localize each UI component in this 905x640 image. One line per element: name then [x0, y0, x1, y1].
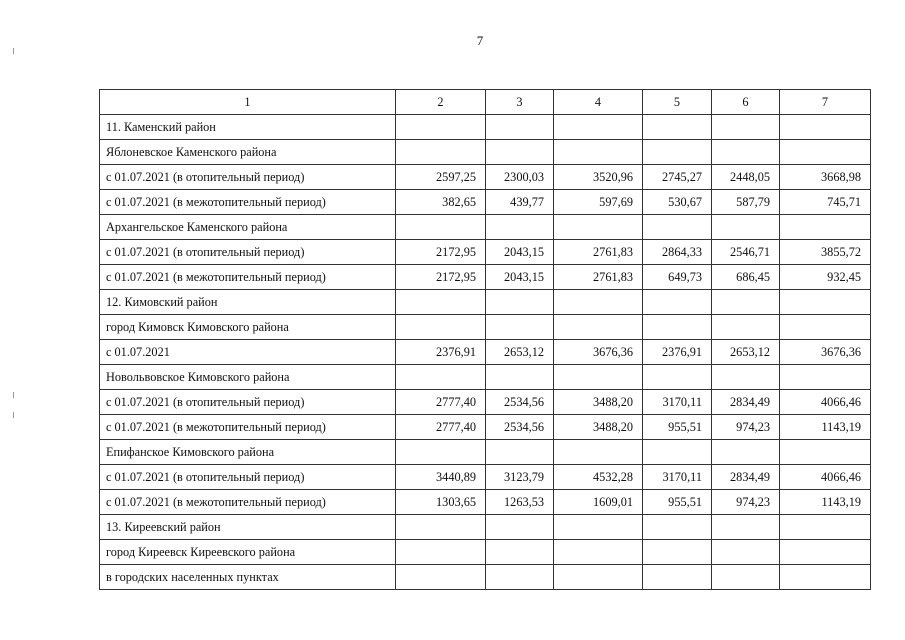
value-cell	[643, 440, 712, 465]
value-cell	[554, 315, 643, 340]
value-cell	[554, 565, 643, 590]
value-cell	[396, 440, 486, 465]
value-cell	[486, 215, 554, 240]
value-cell	[396, 365, 486, 390]
value-cell: 439,77	[486, 190, 554, 215]
table-row	[100, 290, 871, 315]
table-row	[100, 465, 871, 490]
value-cell	[554, 115, 643, 140]
column-header: 7	[780, 90, 871, 115]
row-label-cell: город Кимовск Кимовского района	[100, 315, 396, 340]
value-cell	[780, 290, 871, 315]
value-cell: 2172,95	[396, 265, 486, 290]
value-cell	[643, 540, 712, 565]
value-cell: 1143,19	[780, 415, 871, 440]
value-cell	[780, 540, 871, 565]
value-cell: 3123,79	[486, 465, 554, 490]
column-header: 3	[486, 90, 554, 115]
value-cell: 1263,53	[486, 490, 554, 515]
value-cell	[780, 515, 871, 540]
value-cell	[486, 565, 554, 590]
value-cell: 597,69	[554, 190, 643, 215]
value-cell	[396, 115, 486, 140]
value-cell	[396, 515, 486, 540]
value-cell	[554, 365, 643, 390]
value-cell: 649,73	[643, 265, 712, 290]
value-cell: 3488,20	[554, 415, 643, 440]
table-row	[100, 115, 871, 140]
value-cell	[643, 565, 712, 590]
value-cell	[643, 140, 712, 165]
value-cell	[554, 290, 643, 315]
value-cell: 2777,40	[396, 415, 486, 440]
value-cell	[486, 315, 554, 340]
value-cell: 4066,46	[780, 465, 871, 490]
value-cell: 587,79	[712, 190, 780, 215]
value-cell	[486, 540, 554, 565]
value-cell	[712, 290, 780, 315]
value-cell: 4066,46	[780, 390, 871, 415]
value-cell	[396, 215, 486, 240]
value-cell: 1303,65	[396, 490, 486, 515]
value-cell: 3170,11	[643, 390, 712, 415]
value-cell: 2834,49	[712, 390, 780, 415]
value-cell: 2376,91	[396, 340, 486, 365]
value-cell	[554, 515, 643, 540]
value-cell: 2043,15	[486, 240, 554, 265]
row-label-cell: 12. Кимовский район	[100, 290, 396, 315]
row-label-cell: 13. Киреевский район	[100, 515, 396, 540]
table-row	[100, 440, 871, 465]
value-cell	[712, 140, 780, 165]
value-cell	[643, 290, 712, 315]
value-cell: 2534,56	[486, 390, 554, 415]
value-cell	[486, 440, 554, 465]
table-row	[100, 190, 871, 215]
row-label-cell: Епифанское Кимовского района	[100, 440, 396, 465]
table-row	[100, 365, 871, 390]
value-cell: 2300,03	[486, 165, 554, 190]
left-margin-mark	[13, 392, 14, 398]
value-cell	[554, 140, 643, 165]
value-cell: 2546,71	[712, 240, 780, 265]
value-cell	[554, 440, 643, 465]
value-cell	[780, 215, 871, 240]
value-cell	[396, 565, 486, 590]
value-cell: 2834,49	[712, 465, 780, 490]
value-cell	[643, 115, 712, 140]
value-cell	[712, 515, 780, 540]
table-row	[100, 165, 871, 190]
value-cell: 2376,91	[643, 340, 712, 365]
value-cell	[486, 515, 554, 540]
value-cell: 2761,83	[554, 240, 643, 265]
table-row	[100, 540, 871, 565]
value-cell: 3440,89	[396, 465, 486, 490]
value-cell	[643, 315, 712, 340]
value-cell	[643, 515, 712, 540]
table-row	[100, 215, 871, 240]
value-cell	[712, 215, 780, 240]
column-header: 4	[554, 90, 643, 115]
table-row	[100, 415, 871, 440]
table-row	[100, 265, 871, 290]
left-margin-mark	[13, 412, 14, 418]
row-label-cell: с 01.07.2021	[100, 340, 396, 365]
value-cell: 2761,83	[554, 265, 643, 290]
row-label-cell: с 01.07.2021 (в отопительный период)	[100, 390, 396, 415]
value-cell	[554, 540, 643, 565]
value-cell: 3520,96	[554, 165, 643, 190]
value-cell	[643, 215, 712, 240]
tariff-table	[99, 89, 871, 590]
value-cell	[643, 365, 712, 390]
row-label-cell: с 01.07.2021 (в межотопительный период)	[100, 190, 396, 215]
value-cell: 955,51	[643, 490, 712, 515]
value-cell	[712, 440, 780, 465]
value-cell	[780, 565, 871, 590]
value-cell	[486, 365, 554, 390]
table-row	[100, 390, 871, 415]
value-cell: 2653,12	[486, 340, 554, 365]
value-cell: 2448,05	[712, 165, 780, 190]
value-cell	[396, 540, 486, 565]
value-cell: 2172,95	[396, 240, 486, 265]
value-cell: 2864,33	[643, 240, 712, 265]
value-cell	[396, 315, 486, 340]
value-cell: 974,23	[712, 415, 780, 440]
value-cell	[780, 140, 871, 165]
column-header: 5	[643, 90, 712, 115]
page-number: 7	[476, 33, 484, 48]
value-cell	[780, 315, 871, 340]
value-cell	[396, 290, 486, 315]
value-cell	[486, 140, 554, 165]
value-cell	[396, 140, 486, 165]
row-label-cell: 11. Каменский район	[100, 115, 396, 140]
table-row	[100, 515, 871, 540]
value-cell: 1609,01	[554, 490, 643, 515]
row-label-cell: в городских населенных пунктах	[100, 565, 396, 590]
value-cell: 3170,11	[643, 465, 712, 490]
value-cell	[712, 315, 780, 340]
column-header: 6	[712, 90, 780, 115]
value-cell	[712, 565, 780, 590]
value-cell: 686,45	[712, 265, 780, 290]
row-label-cell: с 01.07.2021 (в межотопительный период)	[100, 265, 396, 290]
value-cell: 2653,12	[712, 340, 780, 365]
value-cell	[780, 440, 871, 465]
value-cell	[712, 115, 780, 140]
value-cell: 2043,15	[486, 265, 554, 290]
row-label-cell: с 01.07.2021 (в межотопительный период)	[100, 415, 396, 440]
row-label-cell: с 01.07.2021 (в отопительный период)	[100, 465, 396, 490]
value-cell: 2745,27	[643, 165, 712, 190]
value-cell	[712, 540, 780, 565]
value-cell: 3855,72	[780, 240, 871, 265]
row-label-cell: Новольвовское Кимовского района	[100, 365, 396, 390]
value-cell: 955,51	[643, 415, 712, 440]
value-cell: 932,45	[780, 265, 871, 290]
value-cell: 3676,36	[554, 340, 643, 365]
table-row	[100, 490, 871, 515]
table-row	[100, 340, 871, 365]
table-row	[100, 140, 871, 165]
value-cell: 2777,40	[396, 390, 486, 415]
table-row	[100, 315, 871, 340]
column-header: 2	[396, 90, 486, 115]
row-label-cell: Архангельское Каменского района	[100, 215, 396, 240]
value-cell	[554, 215, 643, 240]
value-cell	[712, 365, 780, 390]
table-row	[100, 240, 871, 265]
value-cell: 2597,25	[396, 165, 486, 190]
value-cell	[780, 365, 871, 390]
table-header-row	[100, 90, 871, 115]
value-cell: 974,23	[712, 490, 780, 515]
value-cell: 382,65	[396, 190, 486, 215]
value-cell: 3668,98	[780, 165, 871, 190]
row-label-cell: Яблоневское Каменского района	[100, 140, 396, 165]
value-cell: 745,71	[780, 190, 871, 215]
value-cell	[780, 115, 871, 140]
row-label-cell: с 01.07.2021 (в межотопительный период)	[100, 490, 396, 515]
value-cell: 2534,56	[486, 415, 554, 440]
table-row	[100, 565, 871, 590]
row-label-cell: с 01.07.2021 (в отопительный период)	[100, 165, 396, 190]
value-cell: 530,67	[643, 190, 712, 215]
value-cell: 3676,36	[780, 340, 871, 365]
row-label-cell: город Киреевск Киреевского района	[100, 540, 396, 565]
value-cell: 4532,28	[554, 465, 643, 490]
value-cell	[486, 290, 554, 315]
value-cell: 1143,19	[780, 490, 871, 515]
row-label-cell: с 01.07.2021 (в отопительный период)	[100, 240, 396, 265]
column-header: 1	[100, 90, 396, 115]
left-margin-mark	[13, 48, 14, 54]
value-cell	[486, 115, 554, 140]
value-cell: 3488,20	[554, 390, 643, 415]
